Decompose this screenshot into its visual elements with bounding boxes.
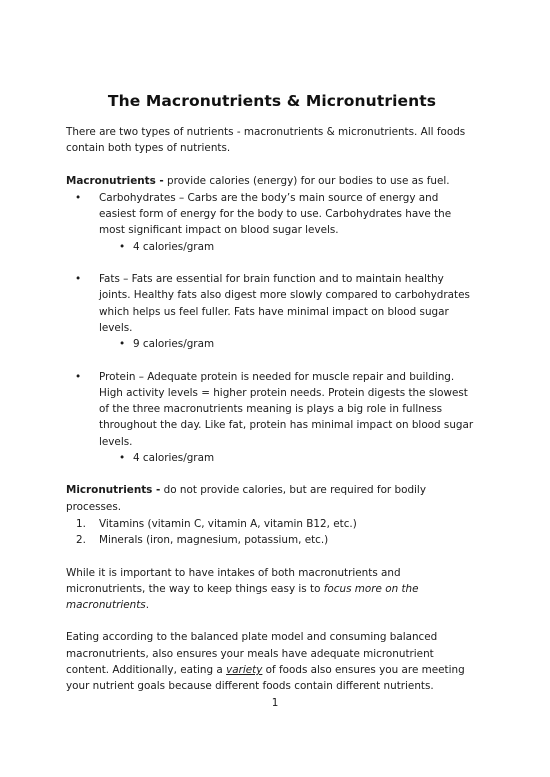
macronutrients-list: [66, 190, 478, 466]
focus-text-end: .: [145, 599, 150, 612]
list-item-protein: [66, 369, 478, 467]
fats-calories: • 9 calories/gram: [117, 336, 478, 352]
focus-paragraph: [66, 565, 478, 614]
vitamins-text: Vitamins (vitamin C, vitamin A, vitamin B12, etc.): [99, 517, 357, 530]
minerals-text: Minerals (iron, magnesium, potassium, etc.): [99, 534, 329, 547]
list-item-carbohydrates: [66, 190, 478, 255]
carbohydrates-sublist: [99, 239, 478, 255]
page-title: The Macronutrients & Micronutrients: [107, 92, 437, 110]
micronutrients-heading: Micronutrients -: [66, 484, 161, 497]
protein-text: Protein – Adequate protein is needed for muscle repair and building. High activity levels = higher protein needs. Protein digests the slowest of the three macronutrients meaning is plays a big role in fullness throughout the day. Like fat, protein has minimal impact on blood sugar levels.: [99, 370, 474, 448]
protein-sublist: [99, 450, 478, 466]
carbohydrates-calories: • 4 calories/gram: [117, 239, 478, 255]
balanced-paragraph: [66, 629, 478, 694]
intro-paragraph: There are two types of nutrients - macronutrients & micronutrients. All foods contain both types of nutrients.: [66, 126, 466, 155]
list-item-minerals: [66, 532, 478, 548]
micronutrients-list: [66, 516, 478, 549]
macronutrients-heading: Macronutrients -: [66, 174, 164, 187]
micronutrients-description: do not provide calories, but are required for bodily processes.: [66, 484, 426, 513]
list-item-vitamins: [66, 516, 478, 532]
macronutrients-heading-line: [66, 173, 478, 189]
page-number: 1: [271, 697, 279, 709]
balanced-text: Eating according to the balanced plate model and consuming balanced macronutrients, also ensures your meals have adequate micronutrient content. Additionally, eating a: [66, 631, 438, 677]
list-number: 1.: [76, 517, 86, 530]
protein-calories: • 4 calories/gram: [117, 450, 478, 466]
document-page: [66, 92, 478, 711]
list-number: 2.: [76, 534, 86, 547]
list-item-fats: [66, 271, 478, 352]
micronutrients-heading-line: [66, 482, 478, 515]
fats-text: Fats – Fats are essential for brain function and to maintain healthy joints. Healthy fats also digest more slowly compared to carbohydrates which helps us feel fuller. Fats have minimal impact on blood sugar levels.: [99, 273, 470, 334]
focus-text: While it is important to have intakes of both macronutrients and micronutrients, the way to keep things easy is to: [66, 566, 401, 595]
macronutrients-description: provide calories (energy) for our bodies to use as fuel.: [163, 174, 450, 187]
carbohydrates-text: Carbohydrates – Carbs are the body’s main source of energy and easiest form of energy for the body to use. Carbohydrates have the most significant impact on blood sugar levels.: [99, 191, 452, 237]
focus-emphasis: focus more on the macronutrients: [66, 582, 419, 612]
balanced-text-end: of foods also ensures you are meeting your nutrient goals because different foods contain different nutrients.: [66, 664, 465, 693]
variety-emphasis: variety: [226, 664, 263, 677]
fats-sublist: [99, 336, 478, 352]
